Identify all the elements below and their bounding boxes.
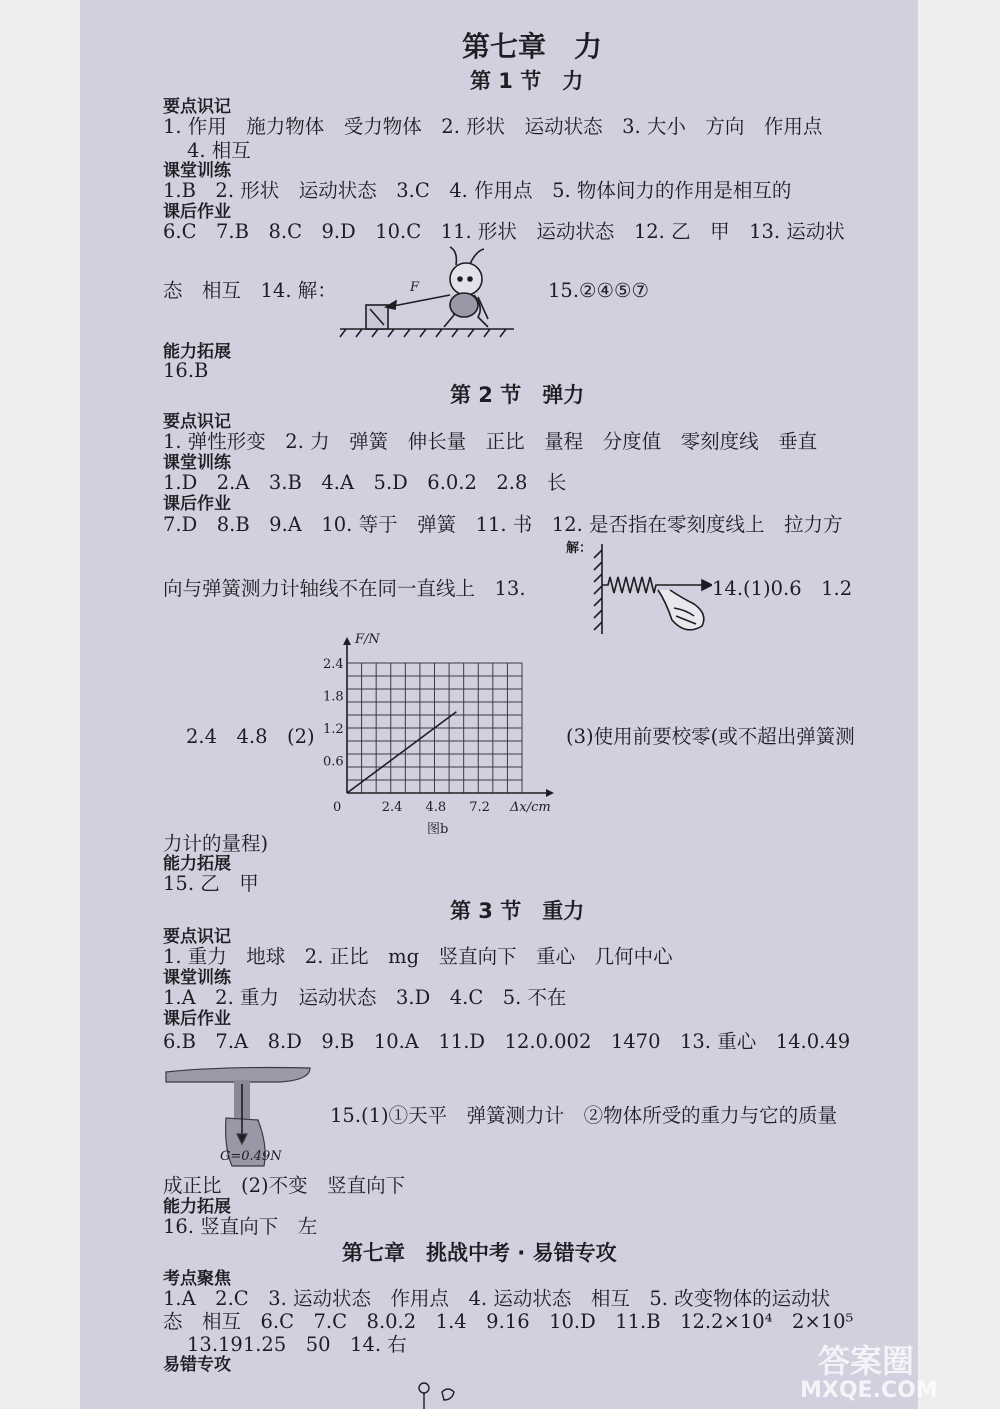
s3-line-1: 1. 重力 地球 2. 正比 mg 竖直向下 重心 几何中心 [163,945,673,968]
x-tick-label: 4.8 [425,800,447,815]
s1-heading-homework: 课后作业 [163,202,231,222]
s1-heading-extend: 能力拓展 [163,342,231,362]
watermark-bottom: MXQE.COM [800,1378,938,1403]
bottom-figure [408,1378,468,1409]
watermark-top: 答案圈 [818,1342,915,1380]
s3-line-6: 16. 竖直向下 左 [163,1215,318,1238]
s3-heading-class: 课堂训练 [163,968,231,988]
s3-heading-homework: 课后作业 [163,1009,231,1029]
s1-fig-label: F [410,280,420,295]
x-tick-label: 7.2 [469,800,490,815]
x-tick-label: 0 [333,800,342,815]
x-axis-label: Δx/cm [510,800,551,815]
y-axis-arrow [343,637,351,645]
s2-line-1: 1. 弹性形变 2. 力 弹簧 伸长量 正比 量程 分度值 零刻度线 垂直 [163,430,818,453]
spring-figure [562,538,712,638]
s4-heading-errors: 易错专攻 [163,1355,231,1375]
series-line [347,712,456,793]
force-extension-chart [312,628,562,840]
right-margin [918,0,1000,1409]
y-tick-label: 1.8 [323,689,344,705]
left-margin [0,0,80,1409]
chapter-title: 第七章 力 [462,30,603,63]
s2-line-6: 力计的量程) [163,832,269,855]
section-2-title: 第 2 节 弹力 [450,383,585,407]
s1-line-2: 4. 相互 [187,139,251,162]
x-axis-arrow [546,789,554,797]
s2-heading-homework: 课后作业 [163,494,231,514]
s2-line-4a: 向与弹簧测力计轴线不在同一直线上 13. [163,577,526,600]
s2-line-7: 15. 乙 甲 [163,872,259,895]
y-tick-label: 2.4 [323,657,344,672]
s4-line-2: 态 相互 6.C 7.C 8.0.2 1.4 9.16 10.D 11.B 12.2×10⁴ 2×10⁵ [163,1310,854,1333]
s2-line-2: 1.D 2.A 3.B 4.A 5.D 6.0.2 2.8 长 [163,471,567,494]
s4-line-1: 1.A 2.C 3. 运动状态 作用点 4. 运动状态 相互 5. 改变物体的运动状 [163,1287,831,1310]
s3-line-5: 成正比 (2)不变 竖直向下 [163,1174,406,1197]
s2-line-5a: 2.4 4.8 (2) [186,725,315,748]
y-tick-label: 0.6 [323,754,344,770]
section-4-title: 第七章 挑战中考 · 易错专攻 [342,1241,617,1265]
s3-heading-key-points: 要点识记 [163,927,231,947]
s1-heading-key-points: 要点识记 [163,97,231,117]
s3-fig-label: G=0.49N [220,1149,282,1164]
s1-line-4: 6.C 7.B 8.C 9.D 10.C 11. 形状 运动状态 12. 乙 甲 13. 运动状 [163,220,845,243]
spoon-figure [160,1058,330,1173]
x-tick-label: 2.4 [381,800,403,815]
s3-heading-extend: 能力拓展 [163,1197,231,1217]
section-1-title: 第 1 节 力 [470,69,584,93]
s4-heading-focus: 考点聚焦 [163,1269,231,1289]
s2-heading-class: 课堂训练 [163,453,231,473]
s2-heading-key-points: 要点识记 [163,412,231,432]
s1-line-6: 16.B [163,359,209,382]
s1-line-1: 1. 作用 施力物体 受力物体 2. 形状 运动状态 3. 大小 方向 作用点 [163,115,823,138]
s2-line-4b: 14.(1)0.6 1.2 [712,577,853,600]
s3-line-3: 6.B 7.A 8.D 9.B 10.A 11.D 12.0.002 1470 13. 重心 14.0.49 [163,1030,851,1053]
s2-fig-label: 解： [566,541,593,556]
s2-heading-extend: 能力拓展 [163,854,231,874]
y-axis-label: F/N [355,632,380,647]
s1-line-5a: 态 相互 14. 解： [163,279,337,302]
s4-line-3: 13.191.25 50 14. 右 [187,1333,407,1356]
s3-line-4: 15.(1)①天平 弹簧测力计 ②物体所受的重力与它的质量 [330,1104,838,1127]
s2-line-3: 7.D 8.B 9.A 10. 等于 弹簧 11. 书 12. 是否指在零刻度线上 拉力方 [163,513,843,536]
pulling-figure [338,245,518,340]
chart-caption: 图b [427,822,449,837]
y-tick-label: 1.2 [323,722,344,737]
chart-marks [347,712,456,793]
s2-line-5b: (3)使用前要校零(或不超出弹簧测 [566,725,855,748]
s1-line-3: 1.B 2. 形状 运动状态 3.C 4. 作用点 5. 物体间力的作用是相互的 [163,179,792,202]
section-3-title: 第 3 节 重力 [450,899,585,923]
s1-heading-class: 课堂训练 [163,161,231,181]
s1-line-5b: 15.②④⑤⑦ [548,279,649,302]
s3-line-2: 1.A 2. 重力 运动状态 3.D 4.C 5. 不在 [163,986,567,1009]
